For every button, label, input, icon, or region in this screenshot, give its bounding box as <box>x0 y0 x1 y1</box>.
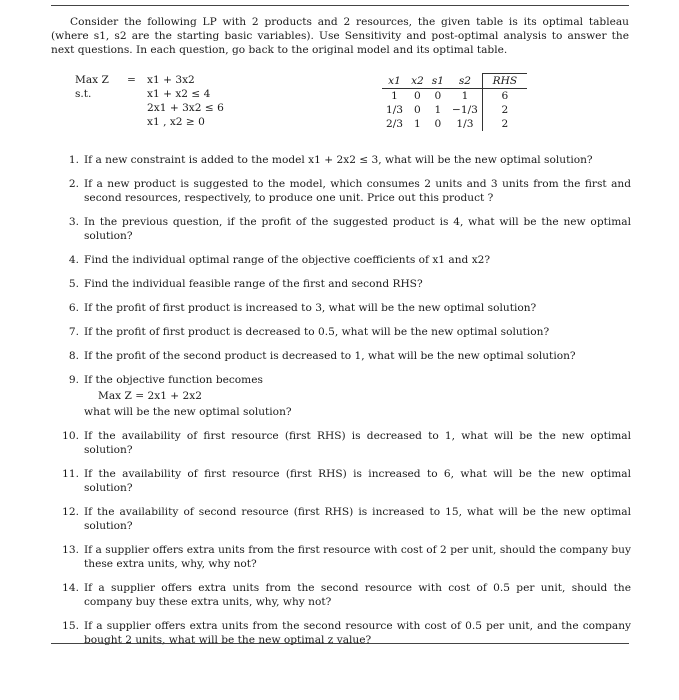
intro-text: Consider the following LP with 2 products and 2 resources, the given table is its optimal tableau (where s1, s2 are the starting basic variables). Use Sensitivity and post-optimal analysis to answer the next questions. In each question, go back to the original model and its optimal table. <box>51 16 629 56</box>
question-item <box>59 581 631 609</box>
tableau-cell: 0 <box>414 90 421 102</box>
tableau-row <box>382 117 527 131</box>
question-item <box>59 153 631 167</box>
tableau-header-rhs: RHS <box>482 74 527 89</box>
question-number: 8. <box>68 350 79 362</box>
tableau-cell: 0 <box>414 104 421 116</box>
question-number: 3. <box>68 216 79 228</box>
question-number: 7. <box>68 326 79 338</box>
question-text: If the profit of first product is increased to 3, what will be the new optimal solution? <box>84 302 537 314</box>
question-text-continued: what will be the new optimal solution? <box>84 406 292 418</box>
question-item <box>59 467 631 495</box>
objective-equals: = <box>127 74 136 86</box>
question-item <box>59 253 631 267</box>
question-list <box>59 153 631 657</box>
tableau-row <box>382 103 527 117</box>
question-number: 14. <box>62 582 79 594</box>
question-number: 15. <box>62 620 79 632</box>
question-number: 4. <box>68 254 79 266</box>
objective-label: Max Z <box>75 74 109 86</box>
constraint-2: 2x1 + 3x2 ≤ 6 <box>147 102 224 114</box>
question-item <box>59 277 631 291</box>
tableau-cell-rhs: 6 <box>482 89 527 104</box>
question-formula: Max Z = 2x1 + 2x2 <box>98 390 202 402</box>
optimal-tableau <box>382 73 527 131</box>
question-item <box>59 373 631 419</box>
question-item <box>59 429 631 457</box>
question-number: 12. <box>62 506 79 518</box>
tableau-cell: 1/3 <box>386 104 404 116</box>
question-text: If the availability of second resource (first RHS) is increased to 15, what will be the new optimal solution? <box>84 506 631 532</box>
tableau-header: s1 <box>428 74 448 89</box>
question-number: 5. <box>68 278 79 290</box>
tableau-cell: 2/3 <box>386 118 404 130</box>
question-text: In the previous question, if the profit of the suggested product is 4, what will be the new optimal solution? <box>84 216 631 242</box>
question-text: If the profit of the second product is decreased to 1, what will be the new optimal solution? <box>84 350 576 362</box>
tableau-cell-rhs: 2 <box>482 103 527 117</box>
intro-paragraph <box>51 15 629 57</box>
question-text: If a supplier offers extra units from the second resource with cost of 0.5 per unit, should the company buy these extra units, why, why not? <box>84 582 631 608</box>
question-number: 10. <box>62 430 79 442</box>
top-rule <box>51 5 629 6</box>
tableau-header-row <box>382 74 527 89</box>
question-item <box>59 325 631 339</box>
bottom-rule <box>51 643 629 644</box>
question-text: If a supplier offers extra units from the first resource with cost of 2 per unit, should the company buy these extra units, why, why not? <box>84 544 631 570</box>
question-item <box>59 301 631 315</box>
question-number: 9. <box>68 374 79 386</box>
tableau-row <box>382 89 527 104</box>
tableau-cell: 1 <box>461 90 469 102</box>
tableau-cell: 0 <box>434 118 442 130</box>
tableau-cell: 1 <box>434 104 442 116</box>
question-item <box>59 349 631 363</box>
tableau-header: x2 <box>407 74 428 89</box>
question-text: If the profit of first product is decreased to 0.5, what will be the new optimal solution? <box>84 326 550 338</box>
question-item <box>59 177 631 205</box>
tableau-cell-rhs: 2 <box>482 117 527 131</box>
question-item <box>59 505 631 533</box>
subject-to-label: s.t. <box>75 88 92 100</box>
question-text: If a supplier offers extra units from the second resource with cost of 0.5 per unit, and the company bought 2 units, what will be the new optimal z value? <box>84 620 631 646</box>
tableau-header: x1 <box>382 74 407 89</box>
question-text: Find the individual optimal range of the objective coefficients of x1 and x2? <box>84 254 491 266</box>
question-text: If the availability of first resource (first RHS) is decreased to 1, what will be the new optimal solution? <box>84 430 631 456</box>
constraint-1: x1 + x2 ≤ 4 <box>147 88 211 100</box>
nonnegativity-constraint: x1 , x2 ≥ 0 <box>147 116 205 128</box>
tableau-cell: −1/3 <box>451 104 478 116</box>
question-item <box>59 215 631 243</box>
question-number: 6. <box>68 302 79 314</box>
tableau-cell: 1/3 <box>456 118 474 130</box>
question-text: If a new constraint is added to the model x1 + 2x2 ≤ 3, what will be the new optimal solution? <box>84 154 593 166</box>
objective-expression: x1 + 3x2 <box>147 74 195 86</box>
question-number: 2. <box>68 178 79 190</box>
tableau-header: s2 <box>448 74 482 89</box>
tableau-cell: 1 <box>414 118 421 130</box>
question-number: 1. <box>68 154 79 166</box>
question-text: If the availability of first resource (first RHS) is increased to 6, what will be the new optimal solution? <box>84 468 631 494</box>
question-text: Find the individual feasible range of the first and second RHS? <box>84 278 423 290</box>
question-text: If the objective function becomes <box>84 374 263 386</box>
question-number: 13. <box>62 544 79 556</box>
tableau-cell: 1 <box>391 90 398 102</box>
question-text: If a new product is suggested to the model, which consumes 2 units and 3 units from the first and second resources, respectively, to produce one unit. Price out this product ? <box>84 178 631 204</box>
question-item <box>59 543 631 571</box>
tableau-cell: 0 <box>434 90 442 102</box>
question-number: 11. <box>62 468 79 480</box>
